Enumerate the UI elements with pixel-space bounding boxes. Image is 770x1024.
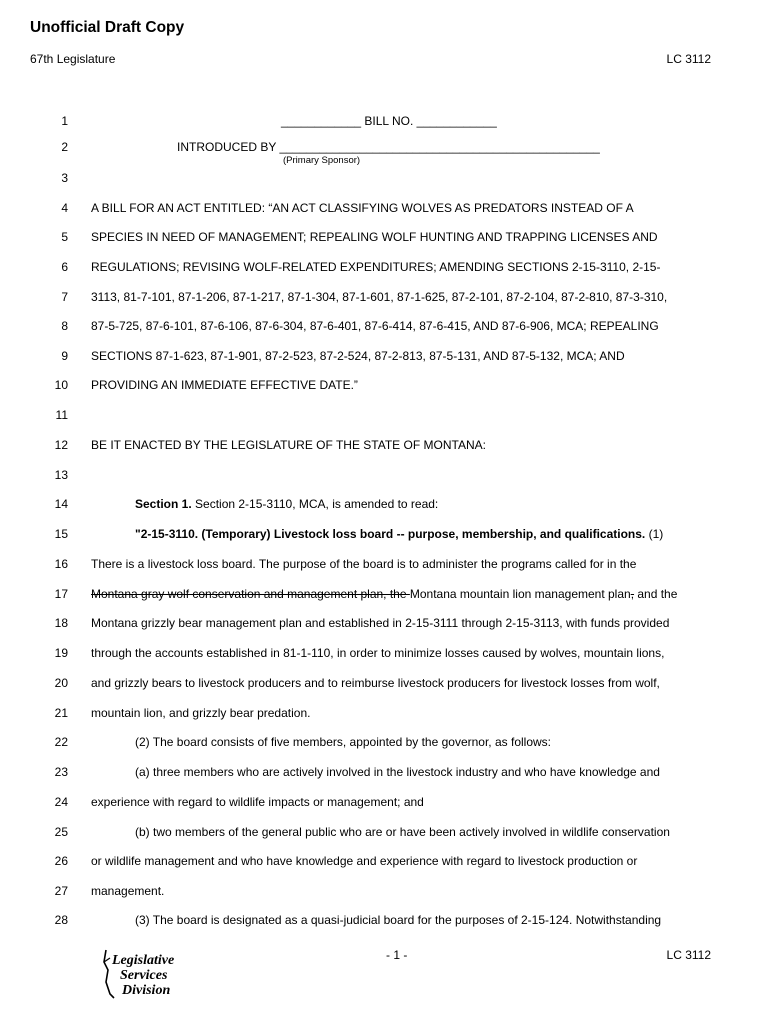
statute-text: management. bbox=[91, 884, 165, 898]
statute-text bbox=[91, 587, 677, 601]
line-number: 6 bbox=[61, 260, 68, 274]
struck-text: , bbox=[630, 587, 635, 601]
bill-title-text: SECTIONS 87-1-623, 87-1-901, 87-2-523, 87-2-524, 87-2-813, 87-5-131, AND 87-5-132, MCA; AND bbox=[91, 349, 625, 363]
bill-title-text: REGULATIONS; REVISING WOLF-RELATED EXPENDITURES; AMENDING SECTIONS 2-15-3110, 2-15- bbox=[91, 260, 661, 274]
statute-text-part: Montana mountain lion management plan bbox=[409, 587, 631, 601]
line-number: 15 bbox=[54, 527, 68, 541]
bill-title-text: 87-5-725, 87-6-101, 87-6-106, 87-6-304, 87-6-401, 87-6-414, 87-6-415, AND 87-6-906, MCA; REPEALING bbox=[91, 319, 659, 333]
statute-text: or wildlife management and who have knowledge and experience with regard to livestock production or bbox=[91, 854, 638, 868]
statute-text-part: and the bbox=[634, 587, 678, 601]
section-label: Section 1. bbox=[135, 497, 192, 511]
line-number: 18 bbox=[54, 616, 68, 630]
lsd-logo bbox=[100, 948, 192, 1000]
line-number: 11 bbox=[55, 408, 68, 422]
line-number: 21 bbox=[54, 706, 68, 720]
line-number: 8 bbox=[61, 319, 68, 333]
line-number: 7 bbox=[61, 290, 68, 304]
page-number: - 1 - bbox=[386, 948, 408, 962]
statute-text: (3) The board is designated as a quasi-judicial board for the purposes of 2-15-124. Notwithstanding bbox=[135, 913, 662, 927]
legislature-label: 67th Legislature bbox=[30, 52, 116, 66]
line-number: 20 bbox=[54, 676, 68, 690]
statute-text: (b) two members of the general public who are or have been actively involved in wildlife conservation bbox=[135, 825, 670, 839]
statute-title: "2-15-3110. (Temporary) Livestock loss board -- purpose, membership, and qualifications. bbox=[135, 527, 646, 541]
svg-text:Division: Division bbox=[122, 983, 171, 998]
statute-heading bbox=[91, 527, 663, 541]
line-number: 26 bbox=[54, 854, 68, 868]
line-number: 17 bbox=[54, 587, 68, 601]
line-number: 13 bbox=[54, 468, 68, 482]
primary-sponsor-label: (Primary Sponsor) bbox=[283, 155, 361, 166]
line-number: 24 bbox=[54, 795, 68, 809]
line-number: 19 bbox=[54, 646, 68, 660]
struck-text: Montana gray wolf conservation and management plan, the bbox=[91, 587, 410, 601]
statute-text: Montana grizzly bear management plan and established in 2-15-3111 through 2-15-3113, with funds provided bbox=[91, 616, 670, 630]
line-number: 1 bbox=[61, 114, 68, 128]
statute-text: (a) three members who are actively involved in the livestock industry and who have knowledge and bbox=[135, 765, 660, 779]
line-number: 12 bbox=[54, 438, 68, 452]
line-number: 3 bbox=[61, 171, 68, 185]
line-number: 9 bbox=[61, 349, 68, 363]
line-number: 23 bbox=[54, 765, 68, 779]
lc-number-header: LC 3112 bbox=[666, 52, 711, 66]
line-number: 4 bbox=[61, 201, 68, 215]
bill-number-line: ____________ BILL NO. ____________ bbox=[281, 114, 497, 128]
svg-text:Services: Services bbox=[120, 968, 168, 983]
statute-text: through the accounts established in 81-1-110, in order to minimize losses caused by wolves, mountain lions, bbox=[91, 646, 665, 660]
bill-title-text: A BILL FOR AN ACT ENTITLED: “AN ACT CLASSIFYING WOLVES AS PREDATORS INSTEAD OF A bbox=[91, 201, 634, 215]
lc-number-footer: LC 3112 bbox=[666, 948, 711, 962]
line-number: 25 bbox=[54, 825, 68, 839]
statute-subsection: (1) bbox=[645, 527, 664, 541]
enacting-clause: BE IT ENACTED BY THE LEGISLATURE OF THE STATE OF MONTANA: bbox=[91, 438, 486, 452]
line-number: 28 bbox=[54, 913, 68, 927]
bill-title-text: 3113, 81-7-101, 87-1-206, 87-1-217, 87-1-304, 87-1-601, 87-1-625, 87-2-101, 87-2-104, 87-2-810, 87-3-310, bbox=[91, 290, 668, 304]
line-number: 14 bbox=[54, 497, 68, 511]
line-number: 22 bbox=[54, 735, 68, 749]
section-heading bbox=[91, 497, 438, 511]
bill-title-text: SPECIES IN NEED OF MANAGEMENT; REPEALING WOLF HUNTING AND TRAPPING LICENSES AND bbox=[91, 230, 658, 244]
svg-text:Legislative: Legislative bbox=[112, 953, 175, 968]
statute-text: and grizzly bears to livestock producers and to reimburse livestock producers for livestock losses from wolf, bbox=[91, 676, 660, 690]
statute-text: mountain lion, and grizzly bear predation. bbox=[91, 706, 311, 720]
section-intro: Section 2-15-3110, MCA, is amended to read: bbox=[191, 497, 439, 511]
draft-title: Unofficial Draft Copy bbox=[30, 19, 185, 36]
statute-text: (2) The board consists of five members, appointed by the governor, as follows: bbox=[135, 735, 551, 749]
line-number: 10 bbox=[54, 378, 68, 392]
statute-text: There is a livestock loss board. The purpose of the board is to administer the programs called for in the bbox=[91, 557, 637, 571]
line-number: 27 bbox=[54, 884, 68, 898]
introduced-by-line: INTRODUCED BY ________________________________________________ bbox=[177, 140, 600, 154]
line-number: 5 bbox=[61, 230, 68, 244]
statute-text: experience with regard to wildlife impacts or management; and bbox=[91, 795, 424, 809]
line-number: 16 bbox=[54, 557, 68, 571]
line-number: 2 bbox=[61, 140, 68, 154]
bill-title-text: PROVIDING AN IMMEDIATE EFFECTIVE DATE.” bbox=[91, 378, 358, 392]
